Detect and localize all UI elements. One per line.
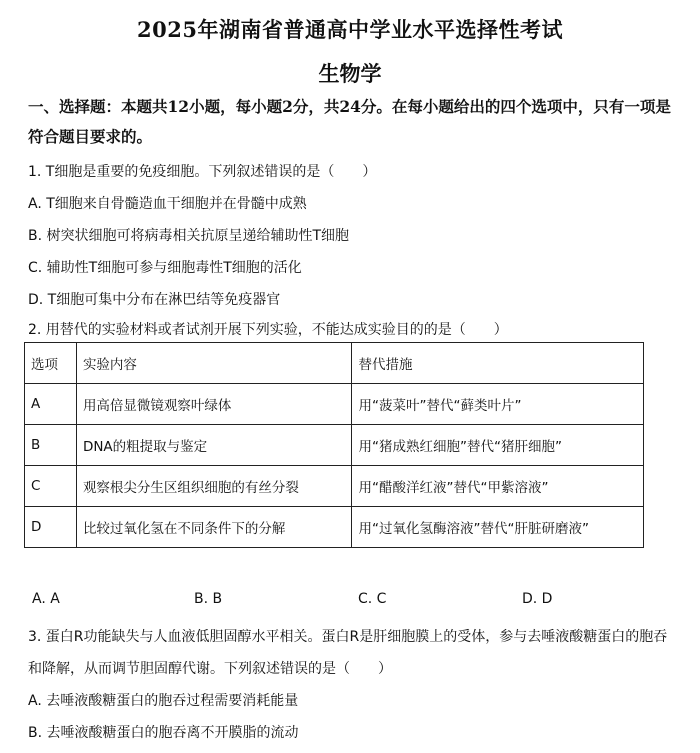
subject-title: 生物学	[318, 61, 382, 86]
table-header-cell: 实验内容	[76, 343, 352, 384]
table-cell: DNA的粗提取与鉴定	[76, 425, 352, 466]
exam-title: 2025年湖南省普通高中学业水平选择性考试	[137, 17, 563, 42]
table-row	[25, 384, 644, 425]
table-cell: 用“过氧化氢酶溶液”替代“肝脏研磨液”	[352, 507, 644, 548]
q3-option-a: A. 去唾液酸糖蛋白的胞吞过程需要消耗能量	[28, 693, 299, 709]
table-cell: 用“醋酸洋红液”替代“甲紫溶液”	[352, 466, 644, 507]
q2-option-a: A. A	[32, 591, 60, 607]
q2-option-b: B. B	[194, 591, 223, 607]
table-cell: C	[25, 466, 77, 507]
q3-option-b: B. 去唾液酸糖蛋白的胞吞离不开膜脂的流动	[28, 725, 299, 741]
table-cell: 用高倍显微镜观察叶绿体	[76, 384, 352, 425]
q3-stem-line2: 和降解，从而调节胆固醇代谢。下列叙述错误的是（ ）	[28, 661, 392, 677]
table-header-cell: 选项	[25, 343, 77, 384]
table-header-row	[25, 343, 644, 384]
q2-option-c: C. C	[358, 591, 387, 607]
q1-option-a: A. T细胞来自骨髓造血干细胞并在骨髓中成熟	[28, 196, 307, 212]
table-cell: 比较过氧化氢在不同条件下的分解	[76, 507, 352, 548]
section-heading: 一、选择题：本题共12小题，每小题2分，共24分。在每小题给出的四个选项中，只有一项是符合题目要求的。	[28, 97, 671, 146]
table-cell: A	[25, 384, 77, 425]
table-cell: B	[25, 425, 77, 466]
table-row	[25, 425, 644, 466]
table-cell: 用“猪成熟红细胞”替代“猪肝细胞”	[352, 425, 644, 466]
q1-option-d: D. T细胞可集中分布在淋巴结等免疫器官	[28, 292, 281, 308]
table-cell: 用“菠菜叶”替代“藓类叶片”	[352, 384, 644, 425]
table-row	[25, 507, 644, 548]
q2-table	[24, 342, 644, 548]
q3-stem-line1: 3. 蛋白R功能缺失与人血液低胆固醇水平相关。蛋白R是肝细胞膜上的受体，参与去唾液酸糖蛋白的胞吞	[28, 629, 668, 645]
q1-stem: 1. T细胞是重要的免疫细胞。下列叙述错误的是（ ）	[28, 164, 377, 180]
table-cell: 观察根尖分生区组织细胞的有丝分裂	[76, 466, 352, 507]
q1-option-b: B. 树突状细胞可将病毒相关抗原呈递给辅助性T细胞	[28, 228, 350, 244]
q1-option-c: C. 辅助性T细胞可参与细胞毒性T细胞的活化	[28, 260, 302, 276]
table-cell: D	[25, 507, 77, 548]
table-row	[25, 466, 644, 507]
q2-stem: 2. 用替代的实验材料或者试剂开展下列实验，不能达成实验目的的是（ ）	[28, 322, 508, 338]
q2-option-d: D. D	[522, 591, 553, 607]
table-header-cell: 替代措施	[352, 343, 644, 384]
